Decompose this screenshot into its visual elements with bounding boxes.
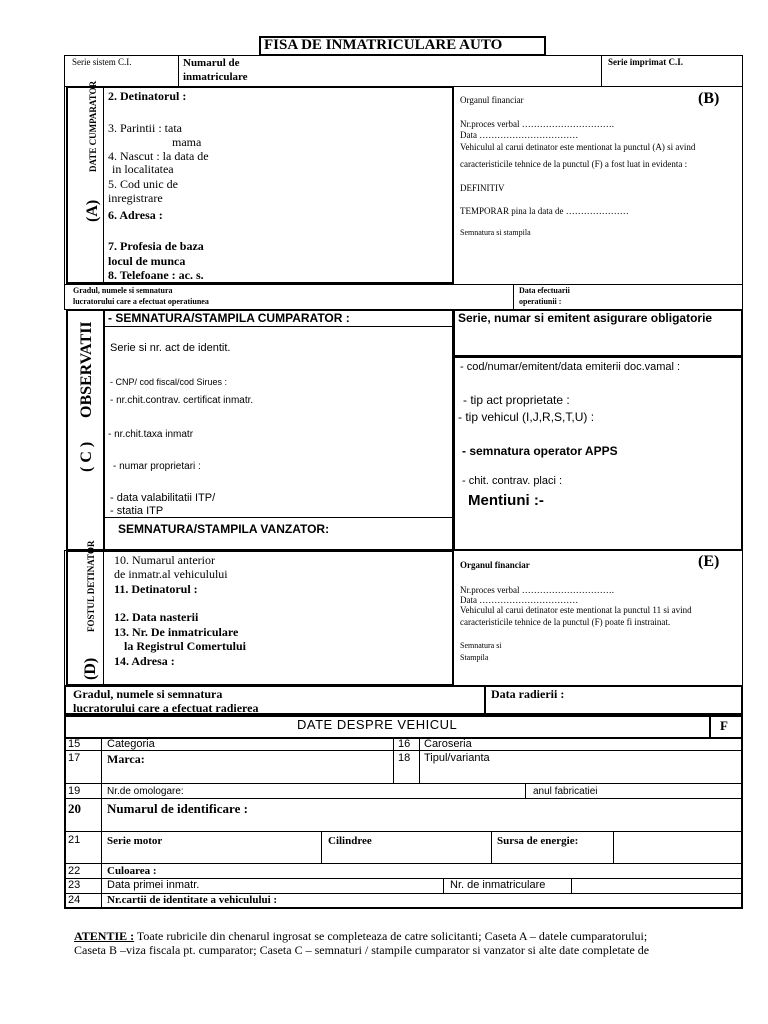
- box-d-letter: (D): [82, 657, 99, 680]
- row-19-anul: anul fabricatiei: [533, 786, 598, 797]
- e-semnatura-2: Stampila: [460, 653, 489, 662]
- a-parintii: 3. Parintii : tata: [108, 121, 182, 135]
- a-nascut-2: in localitatea: [112, 162, 174, 176]
- row-17-num: 17: [68, 752, 81, 764]
- d-nr-anterior-1: 10. Numarul anterior: [114, 553, 215, 567]
- d-nr-inmat-2: la Registrul Comertului: [124, 639, 246, 653]
- a-adresa: 6. Adresa :: [108, 208, 163, 222]
- c-tip-act: - tip act proprietate :: [463, 393, 570, 407]
- e-vehicul-2: caracteristicile tehnice de la punctul (F) poate fi instrainat.: [460, 617, 671, 627]
- grad1-right-2: operatiunii :: [519, 297, 562, 306]
- row-17-marca: Marca:: [107, 752, 145, 766]
- row-18-num: 18: [398, 752, 411, 764]
- c-nr-chit-taxa: - nr.chit.taxa inmatr: [108, 429, 194, 440]
- b-vehicul-1: Vehiculul al carui detinator este mentionat la punctul (A) si avind: [460, 142, 696, 152]
- atentie-label: ATENTIE :: [74, 929, 135, 943]
- e-vehicul-1: Vehiculul al carui detinator este mentionat la punctul 11 si avind: [460, 605, 692, 615]
- row-15-num: 15: [68, 738, 81, 750]
- vehicle-letter: F: [720, 718, 728, 733]
- e-organul: Organul financiar: [460, 560, 530, 570]
- grad1-right-1: Data efectuarii: [519, 286, 570, 295]
- box-c-side-label: OBSERVATII: [78, 321, 95, 418]
- row-22-culoarea: Culoarea :: [107, 865, 157, 877]
- row-21-cilindree: Cilindree: [328, 835, 372, 847]
- c-nr-chit-cert: - nr.chit.contrav. certificat inmatr.: [110, 395, 254, 406]
- c-semn-vanz: SEMNATURA/STAMPILA VANZATOR:: [118, 522, 330, 536]
- box-d-side-label: FOSTUL DETINATOR: [86, 540, 96, 632]
- row-21-num: 21: [68, 834, 81, 846]
- c-itp-1: - data valabilitatii ITP/: [110, 492, 216, 504]
- box-a-side-label: DATE CUMPARATOR: [88, 80, 98, 172]
- c-tip-vehicul: - tip vehicul (I,J,R,S,T,U) :: [458, 410, 595, 424]
- row-19-num: 19: [68, 785, 81, 797]
- numarul-inmat-label-2: inmatriculare: [183, 71, 248, 83]
- e-nr-proces: Nr.proces verbal ………………………….: [460, 585, 614, 595]
- atentie-line-2: Caseta B –viza fiscala pt. cumparator; Caseta C – semnaturi / stampile cumparator si vanzator si alte date completate de: [74, 943, 650, 957]
- c-semn-apps: - semnatura operator APPS: [462, 444, 618, 458]
- grad2-left-1: Gradul, numele si semnatura: [73, 687, 223, 701]
- c-chit-placi: - chit. contrav. placi :: [462, 475, 563, 487]
- serie-imprimat-label: Serie imprimat C.I.: [608, 57, 683, 67]
- row-20-num: 20: [68, 801, 81, 816]
- d-data-nasterii: 12. Data nasterii: [114, 610, 199, 624]
- b-definitiv: DEFINITIV: [460, 183, 505, 193]
- box-b-letter: (B): [698, 90, 720, 107]
- row-15-categoria: Categoria: [107, 738, 155, 750]
- serie-sistem-label: Serie sistem C.I.: [72, 57, 132, 67]
- vehicle-header: DATE DESPRE VEHICUL: [297, 717, 458, 732]
- grad2-right: Data radierii :: [491, 687, 565, 701]
- atentie-text-1: Toate rubricile din chenarul ingrosat se completeaza de catre solicitanti; Caseta A – datele cumparatorului;: [134, 929, 648, 943]
- row-23-num: 23: [68, 879, 81, 891]
- row-18-tipul: Tipul/varianta: [424, 752, 490, 764]
- row-20-identificare: Numarul de identificare :: [107, 801, 248, 816]
- b-data: Data ……………………………: [460, 130, 579, 140]
- row-21-sursa: Sursa de energie:: [497, 835, 579, 847]
- d-detinatorul: 11. Detinatorul :: [114, 582, 198, 596]
- e-semnatura-1: Semnatura si: [460, 641, 502, 650]
- c-cnp: - CNP/ cod fiscal/cod Sirues :: [110, 377, 228, 387]
- row-23-nr-inmat: Nr. de inmatriculare: [450, 879, 546, 891]
- atentie-line-1: [74, 929, 647, 944]
- b-semnatura: Semnatura si stampila: [460, 228, 531, 237]
- a-telefoane: 8. Telefoane : ac. s.: [108, 268, 204, 282]
- numarul-inmat-label-1: Numarul de: [183, 57, 240, 69]
- row-24-num: 24: [68, 894, 81, 906]
- grad1-left-2: lucratorului care a efectuat operatiunea: [73, 297, 209, 306]
- c-cod-vamal: - cod/numar/emitent/data emiterii doc.vamal :: [460, 361, 681, 373]
- c-itp-2: - statia ITP: [110, 505, 164, 517]
- c-serie-act: Serie si nr. act de identit.: [110, 342, 231, 354]
- box-c-letter: ( C ): [78, 441, 95, 472]
- row-16-num: 16: [398, 738, 411, 750]
- c-semn-cump: - SEMNATURA/STAMPILA CUMPARATOR :: [108, 311, 350, 325]
- grad1-left-1: Gradul, numele si semnatura: [73, 286, 173, 295]
- b-temporar: TEMPORAR pina la data de …………………: [460, 206, 629, 216]
- row-21-serie-motor: Serie motor: [107, 835, 163, 847]
- b-organul: Organul financiar: [460, 95, 524, 105]
- b-nr-proces: Nr.proces verbal ………………………….: [460, 119, 614, 129]
- a-cod-2: inregistrare: [108, 191, 163, 205]
- a-profesia-2: locul de munca: [108, 254, 186, 268]
- d-nr-anterior-2: de inmatr.al vehiculului: [114, 567, 228, 581]
- grad2-left-2: lucratorului care a efectuat radierea: [73, 701, 259, 715]
- d-nr-inmat-1: 13. Nr. De inmatriculare: [114, 625, 239, 639]
- document-title: FISA DE INMATRICULARE AUTO: [264, 37, 503, 53]
- c-mentiuni: Mentiuni :-: [468, 492, 544, 509]
- a-mama: mama: [172, 135, 202, 149]
- box-a-letter: (A): [84, 199, 101, 222]
- row-24-nr-cartii: Nr.cartii de identitate a vehiculului :: [107, 894, 278, 906]
- b-vehicul-2: caracteristicile tehnice de la punctul (F) a fost luat in evidenta :: [460, 159, 688, 169]
- d-adresa: 14. Adresa :: [114, 654, 175, 668]
- a-nascut-1: 4. Nascut : la data de: [108, 149, 209, 163]
- row-23-data-primei: Data primei inmatr.: [107, 879, 200, 891]
- row-19-omologare: Nr.de omologare:: [107, 786, 184, 797]
- a-detinatorul: 2. Detinatorul :: [108, 89, 187, 103]
- a-cod-1: 5. Cod unic de: [108, 177, 178, 191]
- row-22-num: 22: [68, 865, 81, 877]
- box-e-letter: (E): [698, 553, 720, 570]
- row-16-caroseria: Caroseria: [424, 738, 472, 750]
- a-profesia-1: 7. Profesia de baza: [108, 239, 204, 253]
- c-numar-propr: - numar proprietari :: [113, 461, 201, 472]
- c-asigurare: Serie, numar si emitent asigurare obligatorie: [458, 311, 713, 325]
- e-data: Data ……………………………: [460, 595, 579, 605]
